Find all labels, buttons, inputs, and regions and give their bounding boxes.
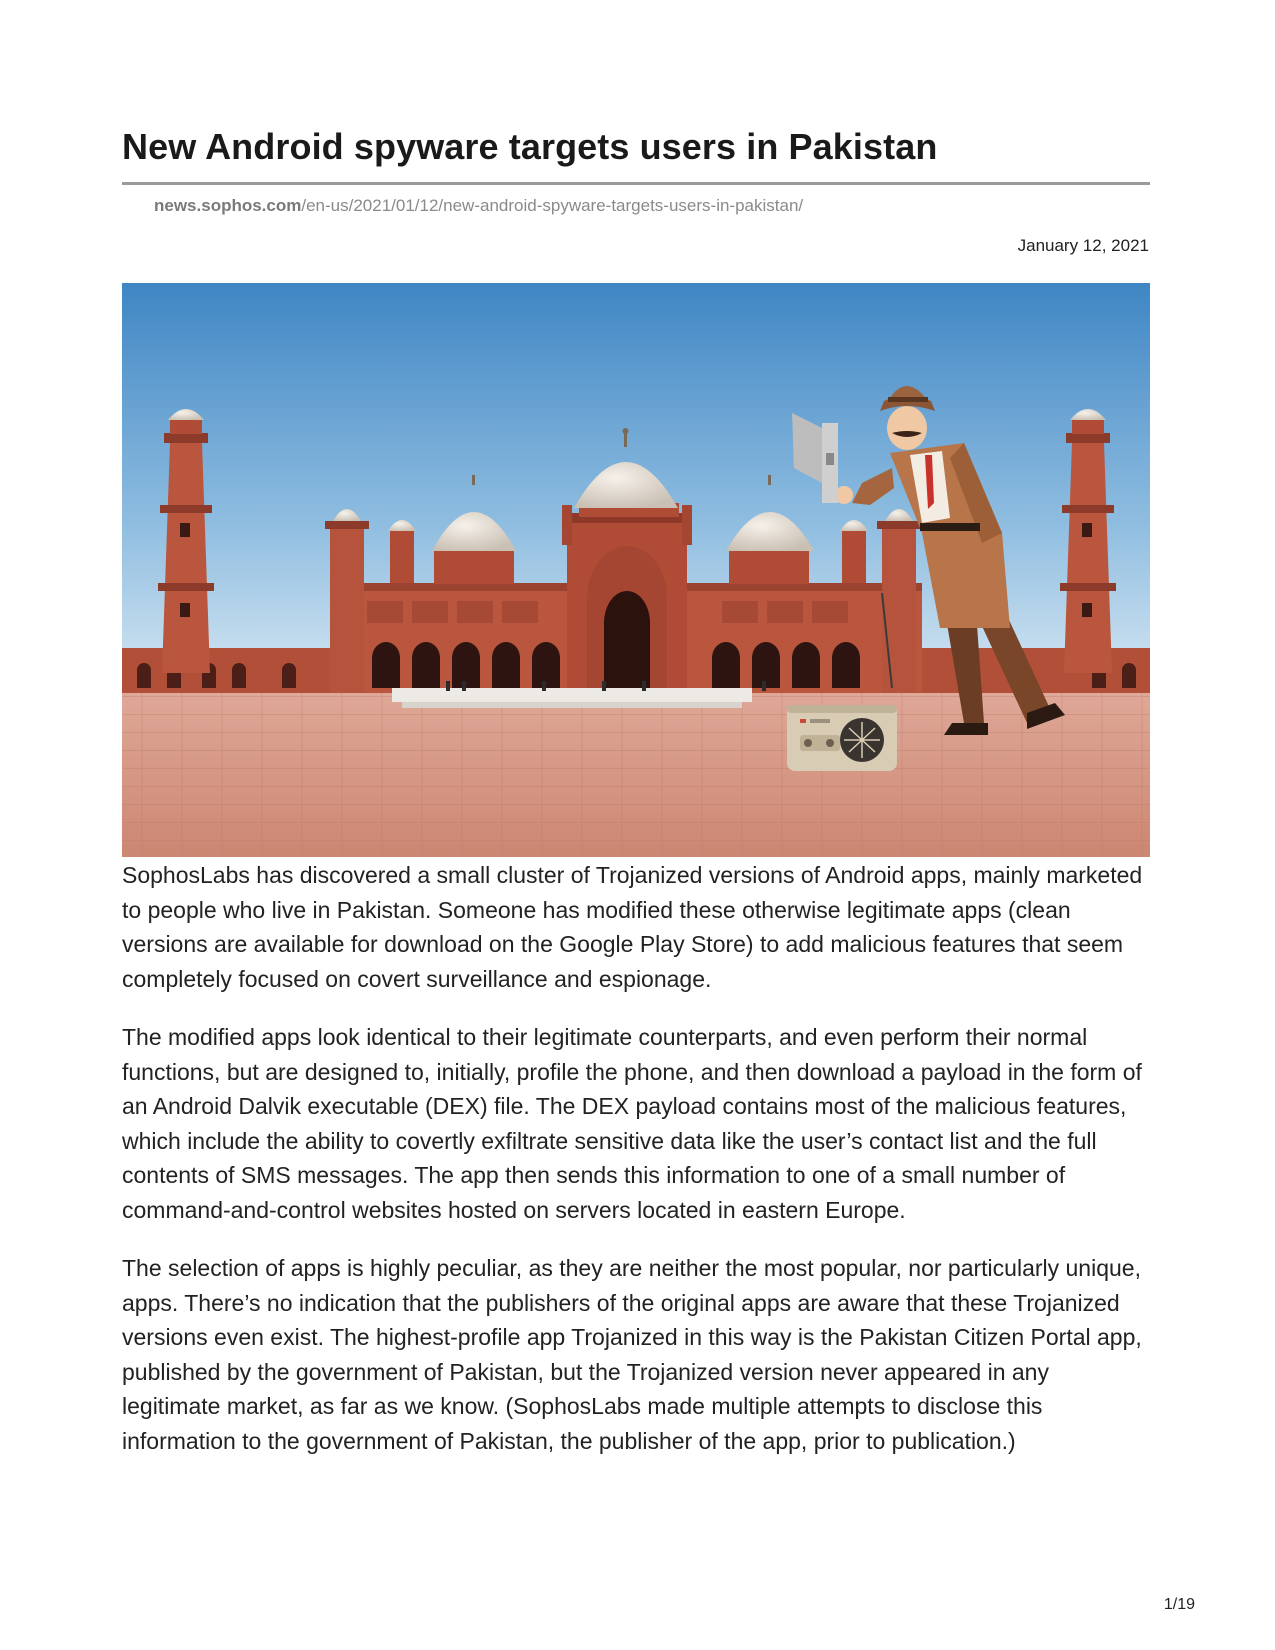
hero-image [122, 283, 1150, 857]
publish-date: January 12, 2021 [1017, 236, 1149, 255]
title-divider [122, 182, 1150, 185]
paragraph: SophosLabs has discovered a small cluster of Trojanized versions of Android apps, mainly marketed to people who live in Pakistan. Someone has modified these otherwise legitimate apps (clean versions are available for download on the Google Play Store) to add malicious features that seem completely focused on covert surveillance and espionage. [122, 862, 1143, 992]
article-body [122, 858, 1152, 1482]
source-url-path[interactable]: /en-us/2021/01/12/new-android-spyware-targets-users-in-pakistan/ [301, 196, 804, 215]
page-number: 1/19 [1163, 1596, 1195, 1613]
paragraph: The selection of apps is highly peculiar, as they are neither the most popular, nor particularly unique, apps. There’s no indication that the publishers of the original apps are aware that these Trojanized versions even exist. The highest-profile app Trojanized in this way is the Pakistan Citizen Portal app, published by the government of Pakistan, but the Trojanized version never appeared in any legitimate market, as far as we know. (SophosLabs made multiple attempts to disclose this information to the government of Pakistan, the publisher of the app, prior to publication.) [122, 1255, 1142, 1454]
source-url[interactable] [154, 196, 803, 216]
source-url-host[interactable]: news.sophos.com [154, 196, 302, 215]
article-title: New Android spyware targets users in Pakistan [122, 126, 938, 167]
paragraph: The modified apps look identical to their legitimate counterparts, and even perform their normal functions, but are designed to, initially, profile the phone, and then download a payload in the form of an Android Dalvik executable (DEX) file. The DEX payload contains most of the malicious features, which include the ability to covertly exfiltrate sensitive data like the user’s contact list and the full contents of SMS messages. The app then sends this information to one of a small number of command-and-control websites hosted on servers located in eastern Europe. [122, 1024, 1142, 1223]
